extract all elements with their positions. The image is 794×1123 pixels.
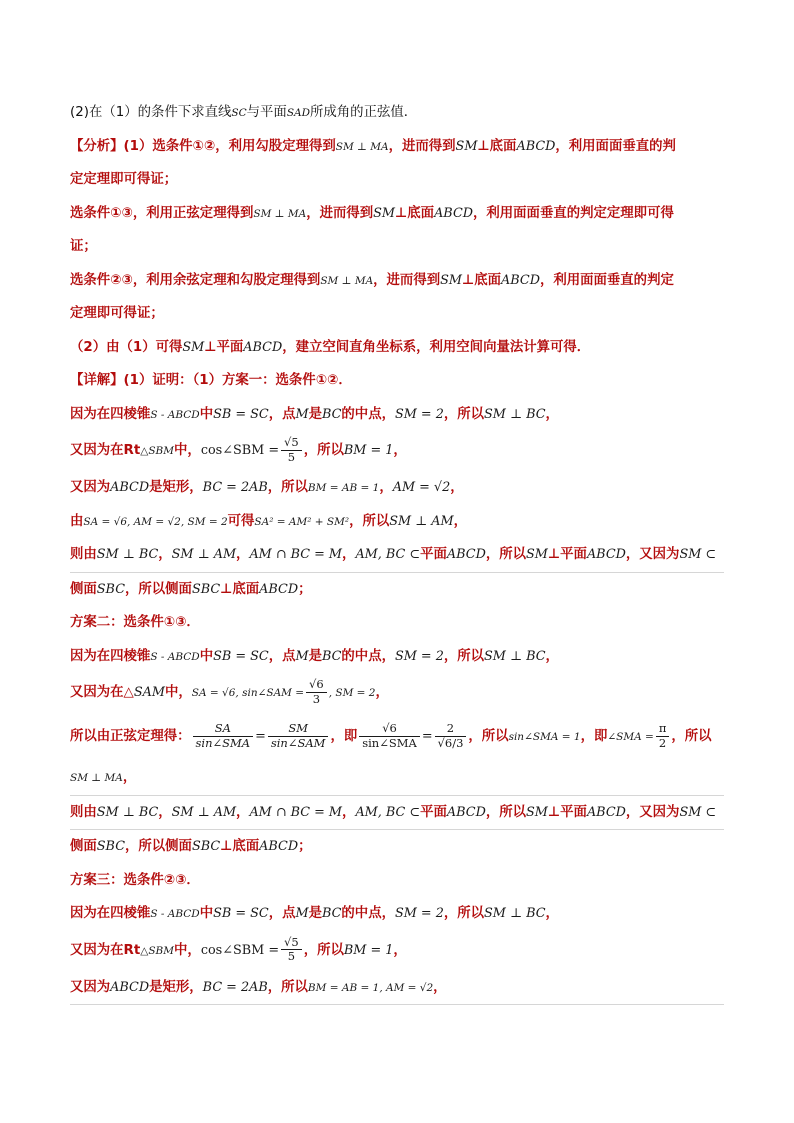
analysis-line: 【分析】(1）选条件①②，利用勾股定理得到SM ⊥ MA，进而得到SM⊥底面ABCD，利用面面垂直的判 [70,138,676,154]
fraction: $\frac{√6}{\text{sin∠SMA}}$ [359,722,420,749]
fraction: $\frac{√5}{5}$ [281,936,302,963]
proof-line: 侧面SBC，所以侧面SBC⊥底面ABCD； [70,581,312,597]
scheme-heading: 方案三：选条件②③． [70,872,200,888]
analysis-line: 选条件①③，利用正弦定理得到SM ⊥ MA，进而得到SM⊥底面ABCD，利用面面垂直的判定定理即可得 [70,205,674,221]
proof-line: 所以由正弦定理得： $\frac{SA}{\text{sin∠SMA}}$ = $\frac{SM}{\text{sin∠SAM}}$ ，即 $\frac{√6}{\text{sin∠SMA}}$ = $\frac{2}{√6/3}$ ，所以sin∠SMA = 1，即∠SMA = $\frac{\pi}{2}$ ，所以 [70,721,712,750]
proof-line: 又因为ABCD是矩形，BC = 2AB，所以BM = AB = 1, AM = √2， [70,971,724,1006]
fraction: $\frac{2}{√6/3}$ [435,722,467,749]
detail-heading: 【详解】(1）证明：（1）方案一：选条件①②． [70,373,352,388]
scheme-heading: 方案二：选条件①③． [70,615,200,630]
analysis-line: 证； [70,239,97,254]
fraction: $\frac{SA}{\text{sin∠SMA}}$ [193,722,254,749]
proof-line: SM ⊥ MA， [70,761,724,796]
fraction: $\frac{√5}{5}$ [281,436,302,463]
proof-line: 又因为ABCD是矩形，BC = 2AB，所以BM = AB = 1，AM = √2， [70,480,464,495]
analysis-line: （2）由（1）可得SM⊥平面ABCD，建立空间直角坐标系，利用空间向量法计算可得． [70,339,591,355]
proof-line: 则由SM ⊥ BC，SM ⊥ AM，AM ∩ BC = M，AM, BC ⊂平面ABCD，所以SM⊥平面ABCD，又因为SM ⊂ [70,796,724,831]
proof-line: 因为在四棱锥S - ABCD中SB = SC，点M是BC的中点，SM = 2，所以SM ⊥ BC， [70,406,559,422]
proof-line: 侧面SBC，所以侧面SBC⊥底面ABCD； [70,839,312,854]
proof-line: 又因为在Rt△SBM中，cos∠SBM = $\frac{√5}{5}$ ，所以BM = 1， [70,435,407,464]
analysis-line: 定定理即可得证； [70,172,178,187]
proof-line: 又因为在Rt△SBM中，cos∠SBM = $\frac{√5}{5}$ ，所以BM = 1， [70,934,407,963]
question-part-2: (2)在（1）的条件下求直线SC与平面SAD所成角的正弦值． [70,105,418,120]
proof-line: 由SA = √6, AM = √2, SM = 2可得SA² = AM² + SM²，所以SM ⊥ AM， [70,513,468,529]
analysis-line: 定理即可得证； [70,306,164,321]
proof-line: 又因为在△SAM中，SA = √6, sin∠SAM = $\frac{√6}{3}$ , SM = 2， [70,677,389,706]
proof-line: 因为在四棱锥S - ABCD中SB = SC，点M是BC的中点，SM = 2，所以SM ⊥ BC， [70,906,559,921]
analysis-line: 选条件②③，利用余弦定理和勾股定理得到SM ⊥ MA，进而得到SM⊥底面ABCD，利用面面垂直的判定 [70,272,674,288]
proof-line: 则由SM ⊥ BC，SM ⊥ AM，AM ∩ BC = M，AM, BC ⊂平面ABCD，所以SM⊥平面ABCD，又因为SM ⊂ [70,538,724,573]
document-page [70,96,724,1005]
fraction: $\frac{SM}{\text{sin∠SAM}}$ [268,722,329,749]
fraction: $\frac{\pi}{2}$ [656,722,670,749]
proof-line: 因为在四棱锥S - ABCD中SB = SC，点M是BC的中点，SM = 2，所以SM ⊥ BC， [70,648,559,664]
fraction: $\frac{√6}{3}$ [306,678,327,705]
